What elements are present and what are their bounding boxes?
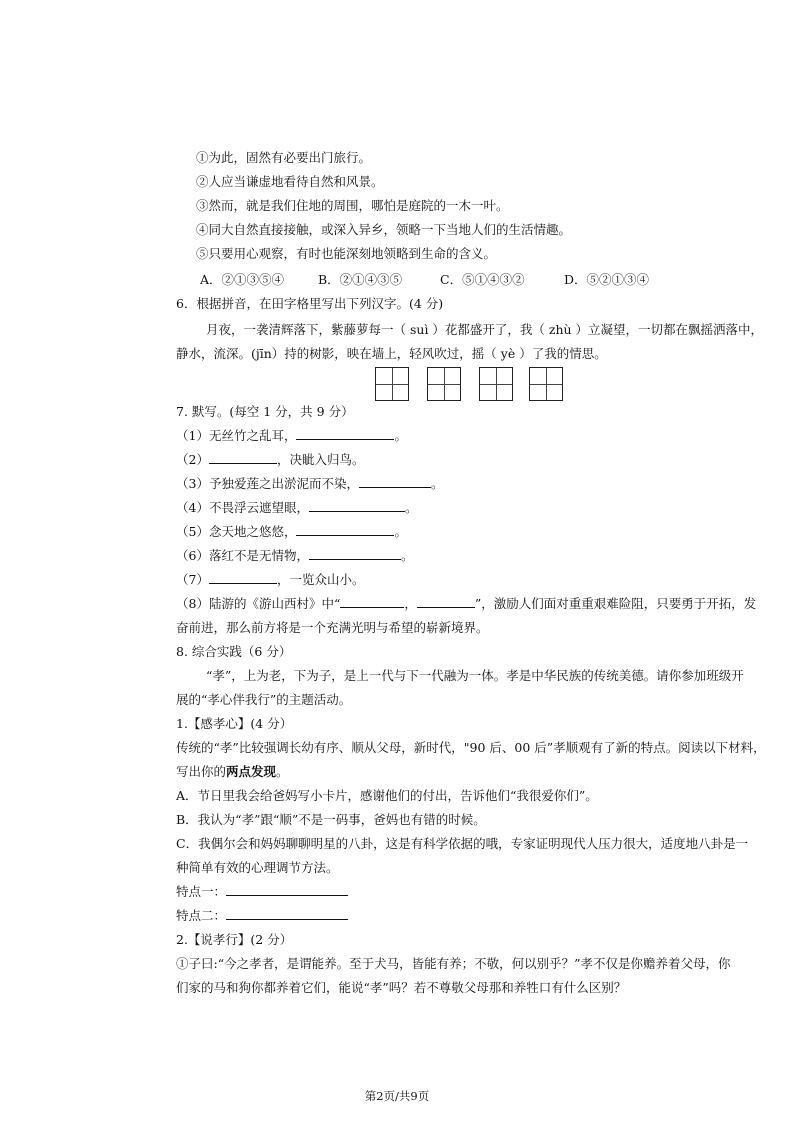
order-item-5: ⑤只要用心观察，有时也能深刻地领略到生命的含义。: [196, 246, 497, 261]
q7-blank-4[interactable]: [309, 500, 405, 512]
q7-line-1-end: 。: [394, 428, 407, 443]
q7-line-8: [176, 596, 756, 612]
q7-blank-8b[interactable]: [417, 596, 475, 608]
q7-blank-5[interactable]: [296, 524, 394, 536]
q8-feature-2: [176, 908, 348, 924]
q7-line-8-prompt: （8）陆游的《游山西村》中“: [176, 596, 341, 611]
q8-section2-title: 2.【说孝行】(2 分）: [176, 932, 293, 947]
q8-feature-1-label: 特点一：: [176, 884, 227, 899]
q7-blank-6[interactable]: [309, 548, 401, 560]
tianzige-box-2[interactable]: [427, 367, 461, 401]
option-d: D．⑤②①③④: [564, 272, 650, 287]
q8-feature-2-label: 特点二：: [176, 908, 227, 923]
q8-material-c-line1: C．我偶尔会和妈妈聊聊明星的八卦，这是有科学依据的哦，专家证明现代人压力很大，适度地八卦是一: [176, 836, 749, 851]
q8-section1-para-end: 。: [276, 764, 289, 779]
q7-blank-7[interactable]: [209, 572, 277, 584]
option-c: C．⑤①④③②: [440, 272, 525, 287]
q8-material-c-line2: 种简单有效的心理调节方法。: [176, 860, 339, 875]
q7-line-8-tail: ”，激励人们面对重重艰难险阻，只要勇于开拓，发: [474, 596, 757, 611]
q8-material-b: B．我认为“孝”跟“顺”不是一码事，爸妈也有错的时候。: [176, 812, 486, 827]
tianzige-box-1[interactable]: [375, 367, 409, 401]
order-item-1: ①为此，固然有必要出门旅行。: [196, 150, 372, 165]
tianzige-box-3[interactable]: [479, 367, 513, 401]
q7-line-3-prompt: （3）予独爱莲之出淤泥而不染，: [176, 476, 359, 491]
q7-line-7-end: ，一览众山小。: [276, 572, 365, 587]
q8-feature-1: [176, 884, 348, 900]
q8-material-a: A．节日里我会给爸妈写小卡片，感谢他们的付出，告诉他们“我很爱你们”。: [176, 788, 598, 803]
q7-line-3-end: 。: [430, 476, 444, 491]
q6-paragraph-line2: 静水，流深。(jīn）持的树影，映在墙上，轻风吹过，摇（ yè ）了我的情思。: [176, 346, 607, 361]
q7-line-8-cont: 奋前进，那么前方将是一个充满光明与希望的崭新境界。: [176, 620, 489, 635]
q7-line-6-end: 。: [400, 548, 414, 563]
q7-line-5-prompt: （5）念天地之悠悠，: [176, 524, 297, 539]
q7-line-4: [176, 500, 417, 516]
q8-title: 8. 综合实践（6 分）: [176, 644, 292, 659]
tianzige-box-4[interactable]: [529, 367, 563, 401]
q8-intro-line2: 展的“孝心伴我行”的主题活动。: [176, 692, 352, 707]
q8-section1-para-line2: [176, 764, 289, 780]
option-a: A．②①③⑤④: [200, 272, 285, 287]
q7-line-1: [176, 428, 407, 444]
tianzige-grids: [375, 367, 565, 401]
q7-line-6: [176, 548, 413, 564]
q7-line-7: [176, 572, 364, 588]
q7-line-5-end: 。: [394, 524, 407, 539]
q7-blank-8a[interactable]: [340, 596, 404, 608]
order-item-2: ②人应当谦虚地看待自然和风景。: [196, 174, 384, 189]
q7-line-2-end: ，决眦入归鸟。: [276, 452, 365, 467]
q8-section1-para-line1: 传统的“孝”比较强调长幼有序、顺从父母，新时代，"90 后、00 后”孝顺观有了新的特点。阅读以下材料，: [176, 740, 766, 755]
q7-line-3: [176, 476, 443, 492]
q7-blank-1[interactable]: [296, 428, 394, 440]
q7-line-4-end: 。: [404, 500, 418, 515]
q8-section1-para-lead: 写出你的: [176, 764, 227, 779]
q8-intro-line1: “孝”，上为老，下为子，是上一代与下一代融为一体。孝是中华民族的传统美德。请你参加班级开: [206, 668, 744, 683]
q6-title: 6．根据拼音，在田字格里写出下列汉字。(4 分): [176, 296, 444, 311]
q8-feature-2-blank[interactable]: [226, 908, 348, 920]
q6-paragraph-line1: 月夜，一袭清辉落下，紫藤萝每一（ suì ）花都盛开了，我（ zhù ）立凝望，一切都在飘摇洒落中，: [206, 322, 764, 337]
q8-section1-title: 1.【感孝心】(4 分）: [176, 716, 293, 731]
q7-title: 7. 默写。(每空 1 分，共 9 分）: [176, 404, 354, 419]
q7-line-5: [176, 524, 407, 540]
q7-line-2-prompt: （2）: [176, 452, 209, 467]
q7-line-8-sep: ，: [404, 596, 417, 611]
q7-line-2: [176, 452, 364, 468]
order-item-3: ③然而，就是我们住地的周围，哪怕是庭院的一木一叶。: [196, 198, 509, 213]
q7-blank-3[interactable]: [359, 476, 431, 488]
q7-blank-2[interactable]: [209, 452, 277, 464]
q7-line-7-prompt: （7）: [176, 572, 209, 587]
option-b: B．②①④③⑤: [318, 272, 403, 287]
q8-section2-para-line1: ①子曰:“今之孝者，是谓能养。至于犬马，皆能有养；不敬，何以别乎？”孝不仅是你赡养着父母，你: [176, 956, 731, 971]
q7-line-1-prompt: （1）无丝竹之乱耳，: [176, 428, 297, 443]
q8-feature-1-blank[interactable]: [226, 884, 348, 896]
q7-line-6-prompt: （6）落红不是无情物，: [176, 548, 309, 563]
order-item-4: ④同大自然直接接触，或深入异乡，领略一下当地人们的生活情趣。: [196, 222, 572, 237]
q8-two-findings: 两点发现: [226, 764, 277, 779]
q8-section2-para-line2: 们家的马和狗你都养着它们，能说“孝”吗？若不尊敬父母那和养牲口有什么区别？: [176, 980, 627, 995]
q7-line-4-prompt: （4）不畏浮云遮望眼，: [176, 500, 309, 515]
page-footer: 第2页/共9页: [364, 1089, 430, 1103]
